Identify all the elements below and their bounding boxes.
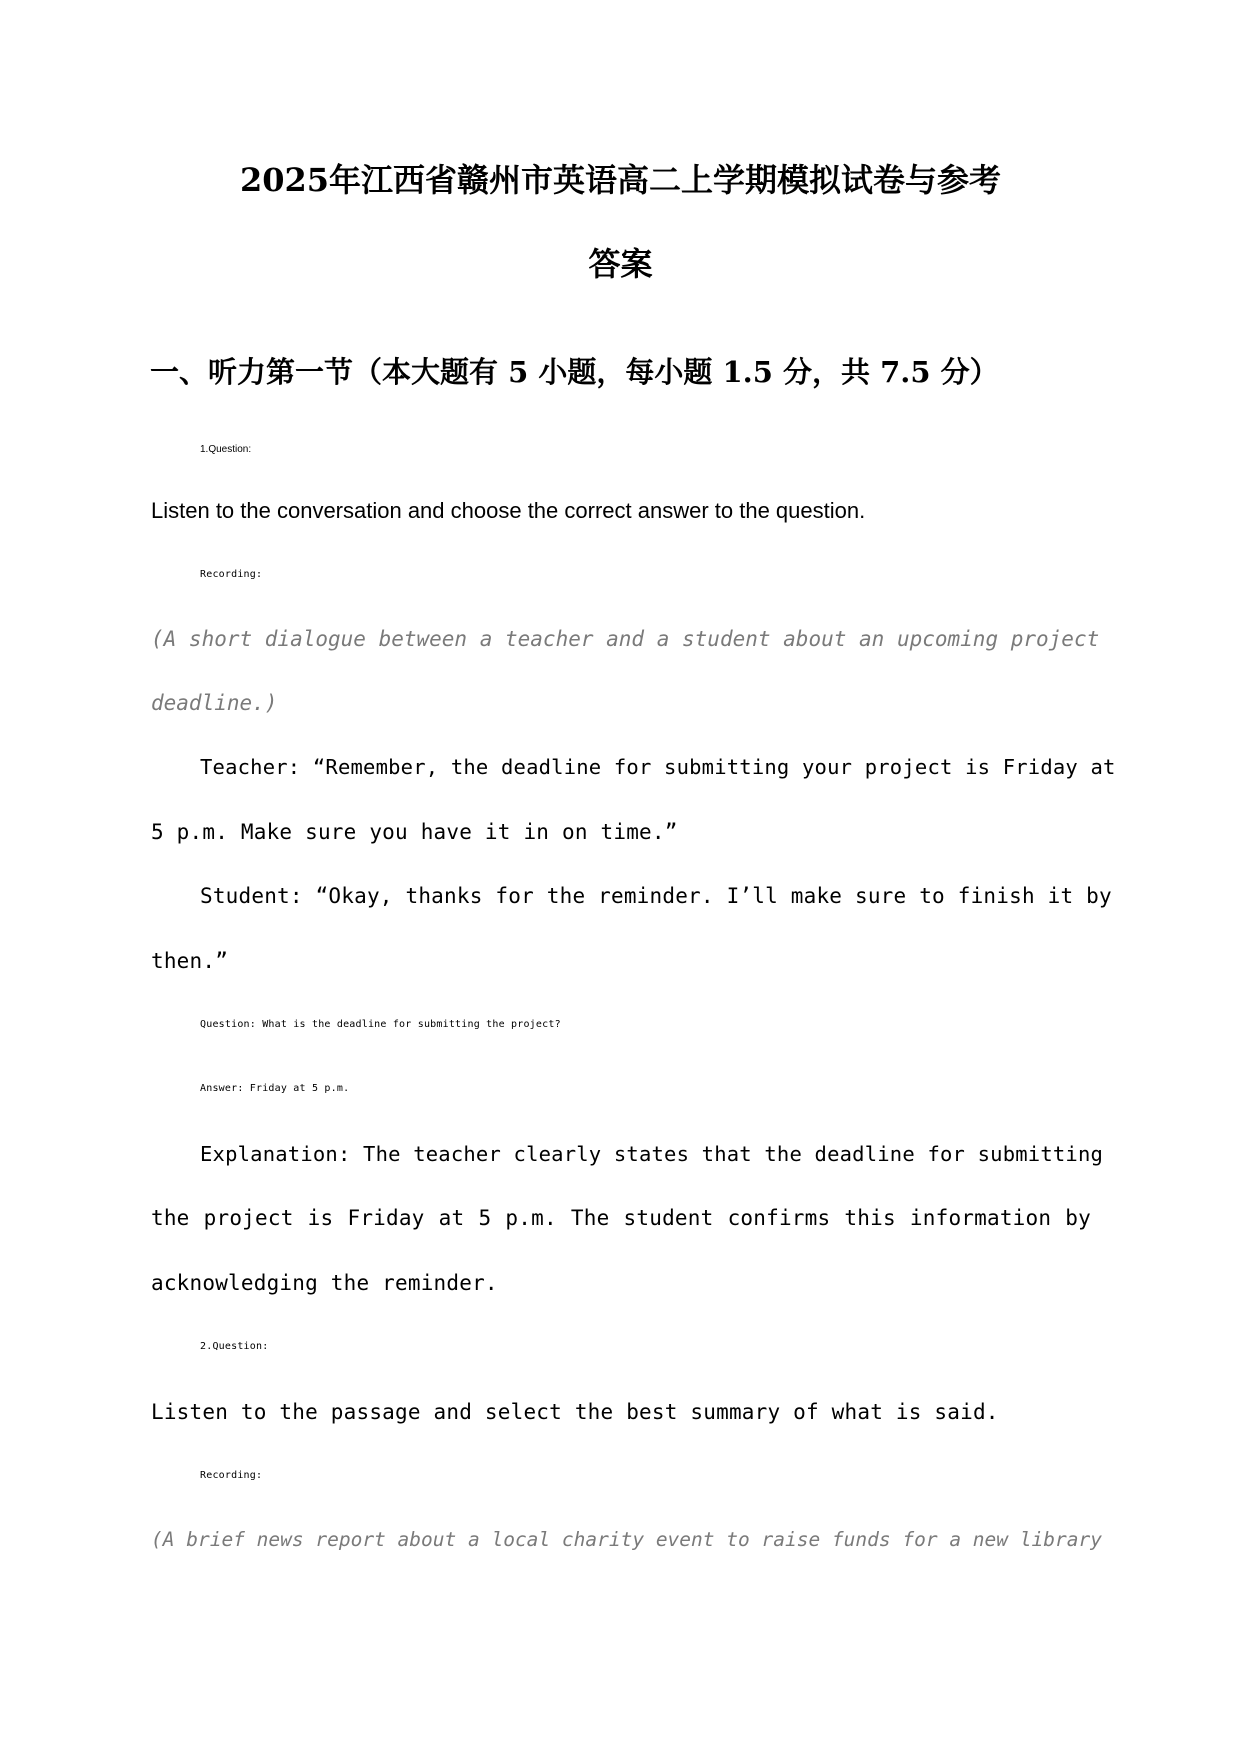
question-1-explanation-cont: the project is Friday at 5 p.m. The student confirms this information by (151, 1206, 1091, 1230)
student-dialogue-line-cont: then.” (151, 949, 229, 973)
question-1-recording-description-cont: deadline.) (151, 691, 278, 715)
question-2-label: 2.Question: (200, 1341, 269, 1352)
teacher-dialogue-line: Teacher: “Remember, the deadline for submitting your project is Friday at (200, 755, 1116, 779)
question-1-label: 1.Question: (200, 444, 252, 455)
question-1-explanation: Explanation: The teacher clearly states that the deadline for submitting (200, 1142, 1104, 1166)
section-heading-listening-part-1: 一、听力第一节（本大题有 5 小题，每小题 1.5 分，共 7.5 分） (150, 355, 999, 389)
question-2-recording-description: (A brief news report about a local charity event to raise funds for a new library (151, 1528, 1102, 1551)
question-1-answer: Answer: Friday at 5 p.m. (200, 1083, 350, 1094)
question-2-recording-label: Recording: (200, 1470, 263, 1481)
question-1-explanation-end: acknowledging the reminder. (151, 1271, 498, 1295)
question-2-instruction: Listen to the passage and select the best summary of what is said. (151, 1400, 999, 1424)
student-dialogue-line: Student: “Okay, thanks for the reminder. I’ll make sure to finish it by (200, 884, 1112, 908)
question-1-recording-label: Recording: (200, 569, 263, 580)
question-1-question: Question: What is the deadline for submitting the project? (200, 1019, 561, 1030)
document-title-line-1: 2025年江西省赣州市英语高二上学期模拟试卷与参考 (239, 161, 1002, 199)
document-title-line-2: 答案 (588, 245, 653, 283)
question-1-instruction: Listen to the conversation and choose the correct answer to the question. (151, 498, 866, 523)
question-1-recording-description: (A short dialogue between a teacher and a student about an upcoming project (151, 627, 1100, 651)
teacher-dialogue-line-cont: 5 p.m. Make sure you have it in on time.” (151, 820, 678, 844)
